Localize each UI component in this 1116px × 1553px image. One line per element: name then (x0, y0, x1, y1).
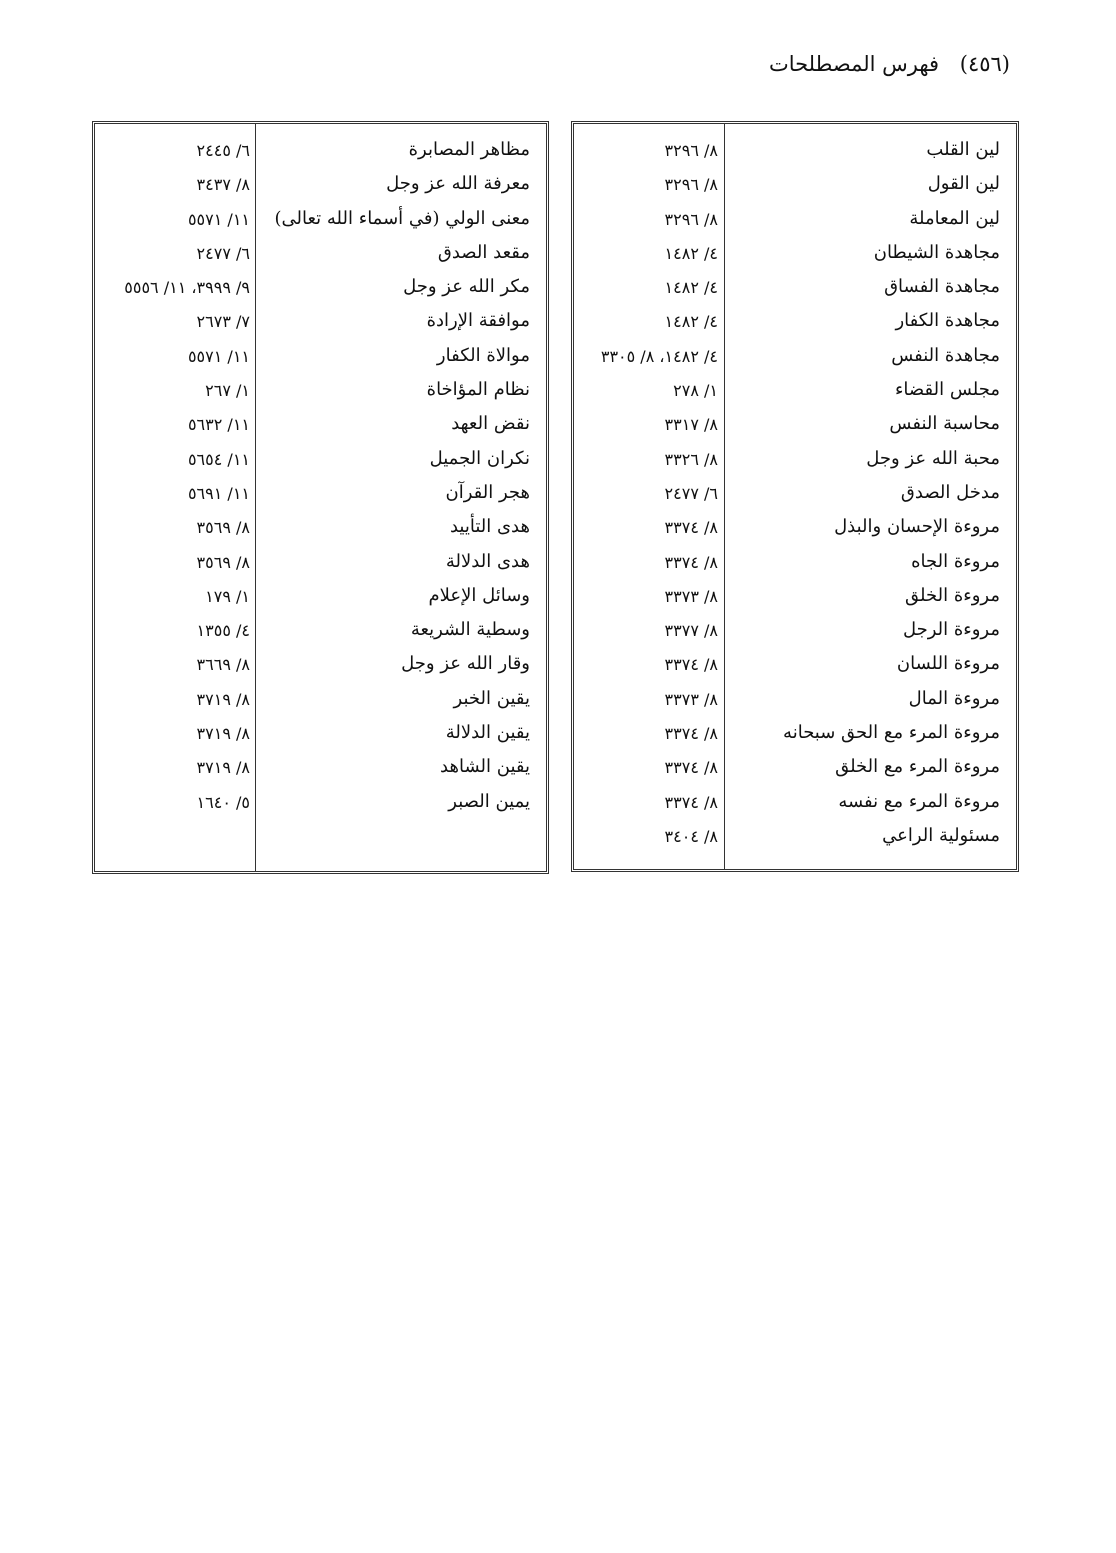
volume-page-reference: ٨/ ٣٢٩٦ (664, 209, 718, 229)
volume-page-reference: ٨/ ٣٥٦٩ (196, 518, 250, 538)
index-rows-right (574, 136, 1016, 856)
index-entry-row (574, 616, 1016, 650)
index-entry-row (95, 513, 546, 547)
index-entry-row (95, 719, 546, 753)
index-rows-left (95, 136, 546, 822)
index-entry-row (574, 376, 1016, 410)
index-entry-row (574, 136, 1016, 170)
index-entry-row (95, 239, 546, 273)
index-entry-row (574, 410, 1016, 444)
index-table-left (92, 121, 549, 874)
index-entry-row (574, 342, 1016, 376)
volume-page-reference: ٨/ ٣٥٦٩ (196, 552, 250, 572)
index-entry-row (574, 548, 1016, 582)
term-label: معنى الولي (في أسماء الله تعالى) (274, 207, 530, 229)
volume-page-reference: ٨/ ٣٢٩٦ (664, 141, 718, 160)
volume-page-reference: ٤/ ١٤٨٢، ٨/ ٣٣٠٥ (600, 346, 718, 366)
term-label: موافقة الإرادة (426, 310, 530, 332)
volume-page-reference: ٨/ ٣٣٧٣ (664, 689, 718, 709)
volume-page-reference: ٤/ ١٤٨٢ (664, 312, 718, 332)
index-entry-row (95, 445, 546, 479)
page-header (769, 52, 1010, 76)
index-entry-row (95, 170, 546, 204)
volume-page-reference: ١/ ١٧٩ (205, 586, 250, 606)
index-entry-row (95, 616, 546, 650)
term-label: مروءة الرجل (902, 619, 1000, 641)
term-label: هجر القرآن (445, 481, 530, 503)
index-entry-row (574, 822, 1016, 856)
term-label: وقار الله عز وجل (401, 653, 530, 675)
term-label: مجاهدة الفساق (884, 276, 1000, 298)
index-entry-row (95, 136, 546, 170)
volume-page-reference: ٦/ ٢٤٤٥ (196, 141, 250, 160)
index-entry-row (574, 788, 1016, 822)
term-label: مجاهدة النفس (891, 344, 1000, 366)
index-entry-row (95, 582, 546, 616)
index-entry-row (95, 273, 546, 307)
volume-page-reference: ٨/ ٣٣٧٤ (664, 655, 718, 675)
index-entry-row (95, 307, 546, 341)
index-entry-row (95, 548, 546, 582)
index-entry-row (574, 307, 1016, 341)
volume-page-reference: ٦/ ٢٤٧٧ (196, 243, 250, 263)
index-entry-row (95, 376, 546, 410)
volume-page-reference: ٨/ ٣٦٦٩ (196, 655, 250, 675)
term-label: مظاهر المصابرة (408, 139, 530, 160)
volume-page-reference: ٨/ ٣٣٧٤ (664, 518, 718, 538)
term-label: مقعد الصدق (437, 241, 530, 263)
volume-page-reference: ١١/ ٥٦٣٢ (187, 415, 250, 435)
term-label: مدخل الصدق (900, 481, 1000, 503)
index-entry-row (95, 479, 546, 513)
term-label: وسطية الشريعة (410, 619, 530, 641)
volume-page-reference: ٨/ ٣٧١٩ (196, 758, 250, 778)
index-entry-row (574, 719, 1016, 753)
index-entry-row (574, 239, 1016, 273)
page-title: فهرس المصطلحات (768, 52, 940, 76)
term-label: لين القول (927, 173, 1000, 195)
volume-page-reference: ٨/ ٣٣٧٧ (664, 621, 718, 641)
index-entry-row (574, 205, 1016, 239)
volume-page-reference: ١١/ ٥٦٥٤ (187, 449, 250, 469)
term-label: نظام المؤاخاة (426, 379, 530, 401)
volume-page-reference: ٤/ ١٣٥٥ (196, 621, 250, 641)
volume-page-reference: ٨/ ٣٣٧٣ (664, 586, 718, 606)
term-label: مجلس القضاء (894, 379, 1000, 401)
term-label: يقين الخبر (453, 687, 530, 709)
index-entry-row (574, 170, 1016, 204)
index-entry-row (574, 650, 1016, 684)
term-label: مروءة الجاه (911, 550, 1000, 572)
term-label: نكران الجميل (429, 447, 530, 469)
term-label: موالاة الكفار (436, 344, 530, 366)
volume-page-reference: ١١/ ٥٦٩١ (187, 483, 250, 503)
volume-page-reference: ٨/ ٣٣٧٤ (664, 792, 718, 812)
volume-page-reference: ٨/ ٣٤٠٤ (664, 826, 718, 846)
term-label: هدى التأييد (449, 516, 530, 538)
term-label: وسائل الإعلام (428, 584, 530, 606)
volume-page-reference: ١/ ٢٧٨ (673, 381, 718, 401)
term-label: مروءة المال (908, 687, 1000, 709)
term-label: مكر الله عز وجل (403, 276, 530, 298)
volume-page-reference: ٦/ ٢٤٧٧ (664, 483, 718, 503)
index-entry-row (95, 342, 546, 376)
volume-page-reference: ٨/ ٣٢٩٦ (664, 175, 718, 195)
index-entry-row (574, 753, 1016, 787)
term-label: يقين الدلالة (445, 722, 530, 744)
index-entry-row (95, 685, 546, 719)
volume-page-reference: ٩/ ٣٩٩٩، ١١/ ٥٥٥٦ (124, 278, 250, 298)
term-label: مجاهدة الكفار (895, 310, 1000, 332)
term-label: مروءة المرء مع الخلق (835, 756, 1000, 778)
volume-page-reference: ٨/ ٣٣٧٤ (664, 758, 718, 778)
term-label: هدى الدلالة (445, 550, 530, 572)
index-entry-row (574, 479, 1016, 513)
term-label: محاسبة النفس (889, 413, 1000, 435)
index-entry-row (574, 273, 1016, 307)
volume-page-reference: ٨/ ٣٣١٧ (664, 415, 718, 435)
index-entry-row (574, 582, 1016, 616)
index-entry-row (574, 513, 1016, 547)
term-label: محبة الله عز وجل (866, 447, 1000, 469)
term-label: مروءة المرء مع نفسه (838, 790, 1000, 812)
volume-page-reference: ٨/ ٣٣٧٤ (664, 552, 718, 572)
index-entry-row (95, 205, 546, 239)
term-label: مروءة اللسان (896, 653, 1000, 675)
index-table-right (571, 121, 1019, 872)
volume-page-reference: ٨/ ٣٣٢٦ (664, 449, 718, 469)
term-label: لين المعاملة (909, 207, 1000, 229)
volume-page-reference: ٤/ ١٤٨٢ (664, 243, 718, 263)
volume-page-reference: ٧/ ٢٦٧٣ (196, 312, 250, 332)
term-label: لين القلب (926, 139, 1000, 160)
term-label: مجاهدة الشيطان (873, 241, 1000, 263)
volume-page-reference: ١/ ٢٦٧ (205, 381, 250, 401)
volume-page-reference: ٨/ ٣٣٧٤ (664, 724, 718, 744)
volume-page-reference: ٨/ ٣٧١٩ (196, 724, 250, 744)
index-entry-row (95, 650, 546, 684)
index-entry-row (95, 788, 546, 822)
index-entry-row (574, 685, 1016, 719)
volume-page-reference: ١١/ ٥٥٧١ (187, 209, 250, 229)
volume-page-reference: ٥/ ١٦٤٠ (196, 792, 250, 812)
term-label: نقض العهد (451, 413, 530, 435)
page-number: (٤٥٦) (959, 52, 1010, 76)
index-entry-row (95, 753, 546, 787)
term-label: مروءة الإحسان والبذل (834, 516, 1000, 538)
volume-page-reference: ٨/ ٣٤٣٧ (196, 175, 250, 195)
volume-page-reference: ٤/ ١٤٨٢ (664, 278, 718, 298)
term-label: مروءة المرء مع الحق سبحانه (783, 722, 1000, 744)
index-entry-row (95, 410, 546, 444)
index-entry-row (574, 445, 1016, 479)
volume-page-reference: ٨/ ٣٧١٩ (196, 689, 250, 709)
term-label: يمين الصبر (448, 790, 530, 812)
term-label: معرفة الله عز وجل (386, 173, 530, 195)
term-label: يقين الشاهد (440, 756, 530, 778)
volume-page-reference: ١١/ ٥٥٧١ (187, 346, 250, 366)
term-label: مسئولية الراعي (882, 824, 1000, 846)
term-label: مروءة الخلق (905, 584, 1000, 606)
